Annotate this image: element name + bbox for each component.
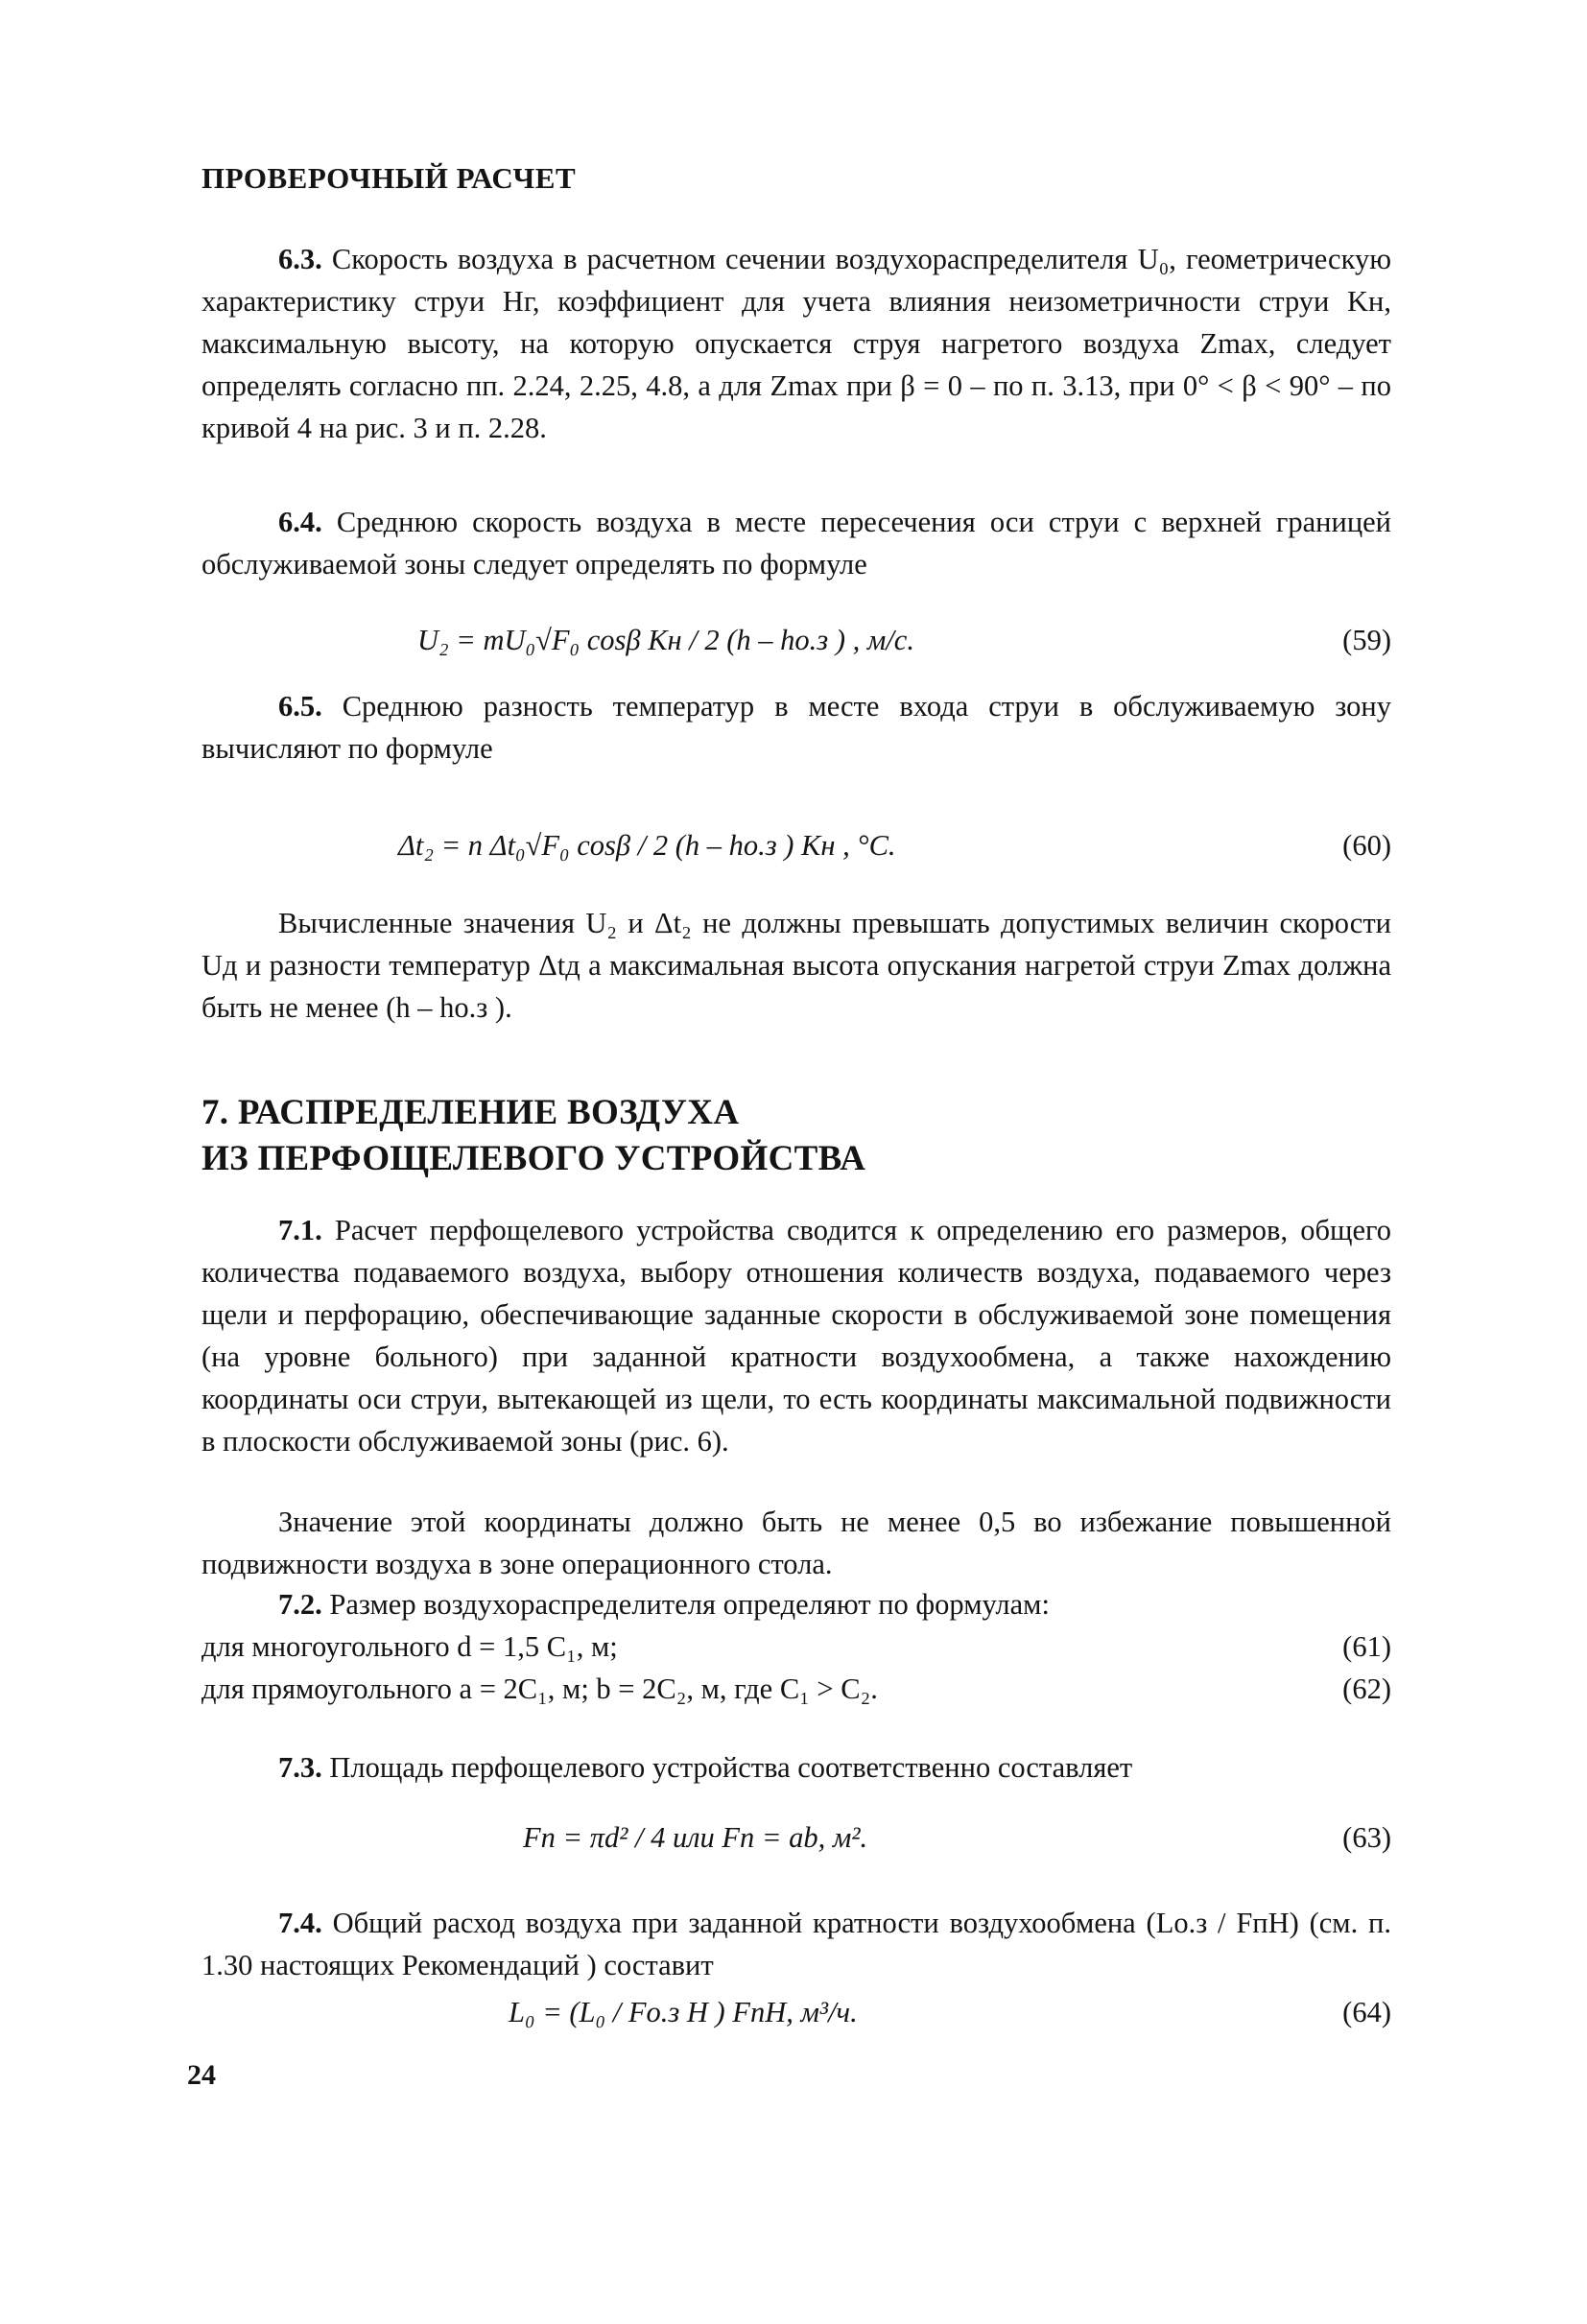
page-number: 24 (187, 2059, 216, 2091)
paragraph-text: Среднюю скорость воздуха в месте пересечения оси струи с верхней границей обслуживаемой зоны следует определять по формуле (201, 506, 1391, 581)
section-heading-line-2: ИЗ ПЕРФОЩЕЛЕВОГО УСТРОЙСТВА (201, 1139, 866, 1178)
paragraph-computed-values (201, 902, 1391, 1029)
paragraph-text: Скорость воздуха в расчетном сечении воздухораспределителя U₀, геометрическую характеристику струи Hг, коэффициент для учета влияния неизометричности струи Kн, максимальную высоту, на которую опускается струя нагретого воздуха Zmax, следует определять согласно пп. 2.24, 2.25, 4.8, а для Zmax при β = 0 – по п. 3.13, при 0° < β < 90° – по кривой 4 на рис. 3 и п. 2.28. (201, 243, 1392, 444)
paragraph-coordinate (201, 1501, 1391, 1585)
paragraph-6-4 (201, 501, 1391, 585)
paragraph-text: Размер воздухораспределителя определяют по формулам: (329, 1588, 1050, 1621)
formula-expression: L₀ = (L₀ / Fо.з H ) FпH, м³/ч. (509, 1996, 858, 2028)
paragraph-text: Площадь перфощелевого устройства соответственно составляет (329, 1751, 1133, 1784)
equation-number: (63) (1342, 1821, 1391, 1854)
paragraph-number: 6.5. (278, 690, 322, 723)
paragraph-6-5 (201, 685, 1391, 770)
formula-expression: Δt₂ = n Δt₀√F₀ cosβ / 2 (h – hо.з ) Kн , °С. (398, 829, 896, 862)
paragraph-number: 7.2. (278, 1588, 322, 1621)
equation-number: (60) (1342, 829, 1391, 862)
equation-number: (62) (1342, 1672, 1391, 1705)
paragraph-text: Расчет перфощелевого устройства сводится к определению его размеров, общего количества подаваемого воздуха, выбору отношения количеств воздуха, подаваемого через щели и перфорацию, обеспечивающие заданные скорости в обслуживаемой зоне помещения (на уровне больного) при заданной кратности воздухообмена, а также нахождению координаты оси струи, вытекающей из щели, то есть координаты максимальной подвижности в плоскости обслуживаемой зоны (рис. 6). (201, 1214, 1392, 1458)
paragraph-text: Вычисленные значения U₂ и Δt₂ не должны превышать допустимых величин скорости Uд и разности температур Δtд а максимальная высота опускания нагретой струи Zmax должна быть не менее (h – hо.з ). (201, 907, 1391, 1024)
formula-60 (201, 823, 1391, 867)
paragraph-6-3 (201, 238, 1391, 449)
section-heading-line-1: 7. РАСПРЕДЕЛЕНИЕ ВОЗДУХА (201, 1093, 740, 1132)
section-heading (201, 1090, 1391, 1182)
paragraph-7-3 (201, 1746, 1391, 1789)
formula-expression: Fп = πd² / 4 или Fп = ab, м². (523, 1821, 868, 1854)
paragraph-7-2 (201, 1583, 1391, 1625)
paragraph-text: Общий расход воздуха при заданной кратности воздухообмена (Lо.з / FпH) (см. п. 1.30 настоящих Рекомендаций ) составит (201, 1907, 1391, 1981)
paragraph-number: 6.3. (278, 243, 322, 275)
paragraph-number: 6.4. (278, 506, 322, 538)
equation-number: (61) (1342, 1630, 1391, 1663)
formula-63 (201, 1815, 1391, 1860)
paragraph-text: Среднюю разность температур в месте входа струи в обслуживаемую зону вычисляют по формуле (201, 690, 1391, 765)
equation-number: (59) (1342, 624, 1391, 656)
formula-expression: для прямоугольного a = 2C₁, м; b = 2C₂, м, где C₁ > C₂. (201, 1672, 878, 1705)
formula-64 (201, 1990, 1391, 2034)
paragraph-number: 7.3. (278, 1751, 322, 1784)
running-head: ПРОВЕРОЧНЫЙ РАСЧЕТ (201, 161, 577, 195)
paragraph-number: 7.4. (278, 1907, 322, 1939)
paragraph-text: Значение этой координаты должно быть не менее 0,5 во избежание повышенной подвижности воздуха в зоне операционного стола. (201, 1506, 1391, 1580)
formula-expression: для многоугольного d = 1,5 C₁, м; (201, 1630, 618, 1663)
equation-number: (64) (1342, 1996, 1391, 2028)
paragraph-number: 7.1. (278, 1214, 322, 1246)
paragraph-7-1 (201, 1209, 1391, 1462)
paragraph-7-4 (201, 1902, 1391, 1986)
formula-expression: U₂ = mU₀√F₀ cosβ Kн / 2 (h – hо.з ) , м/с. (417, 624, 914, 656)
formula-59 (201, 618, 1391, 662)
